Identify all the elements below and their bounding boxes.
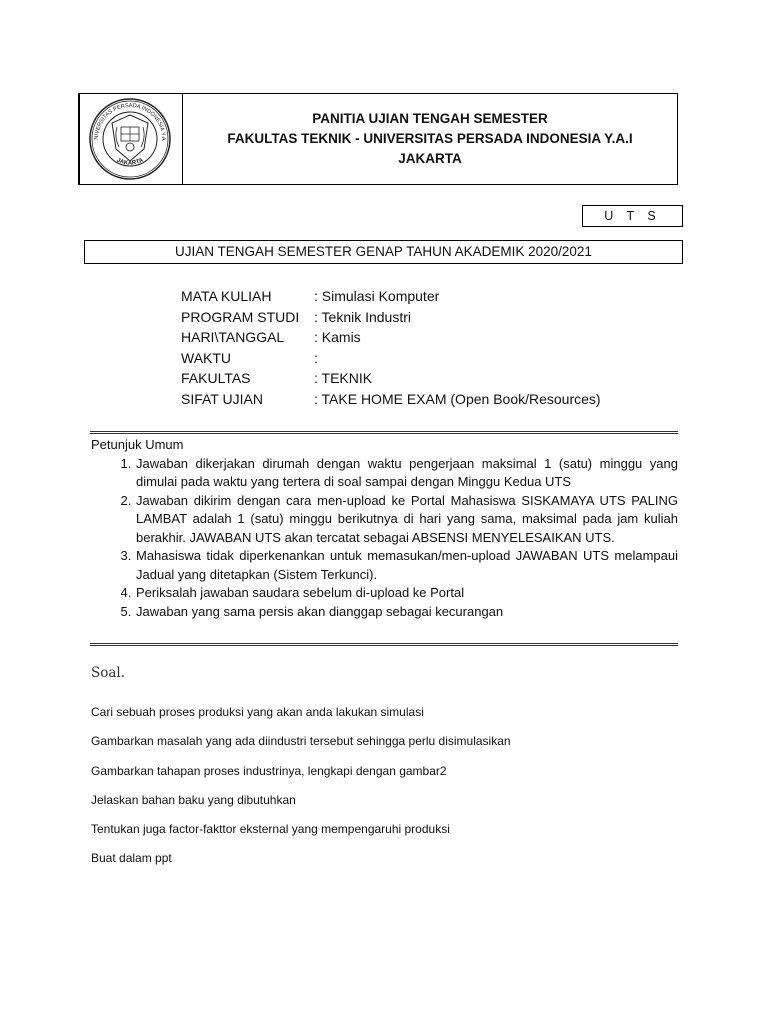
exam-type-tag: U T S <box>582 205 683 227</box>
header-line-3: JAKARTA <box>398 151 462 166</box>
exam-committee-header <box>182 93 678 185</box>
info-value: : Teknik Industri <box>314 308 412 325</box>
seal-ring-text-top: NIVERSITAS PERSADA INDONESIA Y.A <box>93 102 167 141</box>
header-line-1: PANITIA UJIAN TENGAH SEMESTER <box>312 111 548 126</box>
exam-title: UJIAN TENGAH SEMESTER GENAP TAHUN AKADEMIK 2020/2021 <box>84 240 683 264</box>
question-item: Buat dalam ppt <box>91 851 172 866</box>
course-info <box>181 286 601 409</box>
question-item: Tentukan juga factor-fakttor eksternal yang mempengaruhi produksi <box>91 822 450 837</box>
question-item: Gambarkan tahapan proses industrinya, lengkapi dengan gambar2 <box>91 763 447 778</box>
info-value: : TEKNIK <box>314 370 373 386</box>
info-label: SIFAT UJIAN <box>181 390 263 407</box>
instruction-item: 2. Jawaban dikirim dengan cara men-upload ke Portal Mahasiswa SISKAMAYA UTS PALING LAMBAT adalah 1 (satu) minggu berikutnya di hari yang sama, maksimal pada jam kuliah berakhir. JAWABAN UTS akan tercatat sebagai ABSENSI MENYELESAIKAN UTS. <box>135 492 678 548</box>
general-instructions <box>91 436 678 621</box>
instruction-item: 1. Jawaban dikerjakan dirumah dengan waktu pengerjaan maksimal 1 (satu) minggu yang dimulai pada waktu yang tertera di soal sampai dengan Minggu Kedua UTS <box>135 455 678 492</box>
instruction-item: 4. Periksalah jawaban saudara sebelum di-upload ke Portal <box>135 584 678 603</box>
info-row-time <box>181 348 601 369</box>
info-value: : Kamis <box>314 329 361 345</box>
instructions-title: Petunjuk Umum <box>91 437 184 452</box>
info-label: FAKULTAS <box>181 370 251 386</box>
info-row-course <box>181 286 601 307</box>
question-item: Jelaskan bahan baku yang dibutuhkan <box>91 792 296 807</box>
info-value: : TAKE HOME EXAM (Open Book/Resources) <box>314 390 601 407</box>
question-item: Cari sebuah proses produksi yang akan anda lakukan simulasi <box>91 705 424 719</box>
divider-bottom <box>90 643 678 646</box>
info-row-exam-nature <box>181 389 601 410</box>
info-label: PROGRAM STUDI <box>181 308 300 325</box>
info-value: : <box>314 349 318 366</box>
info-row-date <box>181 327 601 348</box>
questions-heading: Soal. <box>91 665 126 681</box>
question-item: Gambarkan masalah yang ada diindustri tersebut sehingga perlu disimulasikan <box>91 734 511 749</box>
divider-top <box>90 431 678 434</box>
university-seal-icon <box>88 97 172 181</box>
info-value: : Simulasi Komputer <box>314 288 440 304</box>
info-label: MATA KULIAH <box>181 288 272 304</box>
instruction-item: 3. Mahasiswa tidak diperkenankan untuk memasukan/men-upload JAWABAN UTS melampaui Jadual yang ditetapkan (Sistem Terkunci). <box>135 547 678 584</box>
instructions-list <box>91 455 678 622</box>
info-row-faculty <box>181 368 601 389</box>
questions-list <box>91 703 511 879</box>
header-line-2: FAKULTAS TEKNIK - UNIVERSITAS PERSADA INDONESIA Y.A.I <box>227 131 633 146</box>
instruction-item: 5. Jawaban yang sama persis akan dianggap sebagai kecurangan <box>135 603 678 622</box>
info-label: HARI\TANGGAL <box>181 329 285 345</box>
seal-ring-text-bottom: JAKARTA <box>115 157 145 167</box>
info-label: WAKTU <box>181 349 232 366</box>
info-row-program <box>181 307 601 328</box>
